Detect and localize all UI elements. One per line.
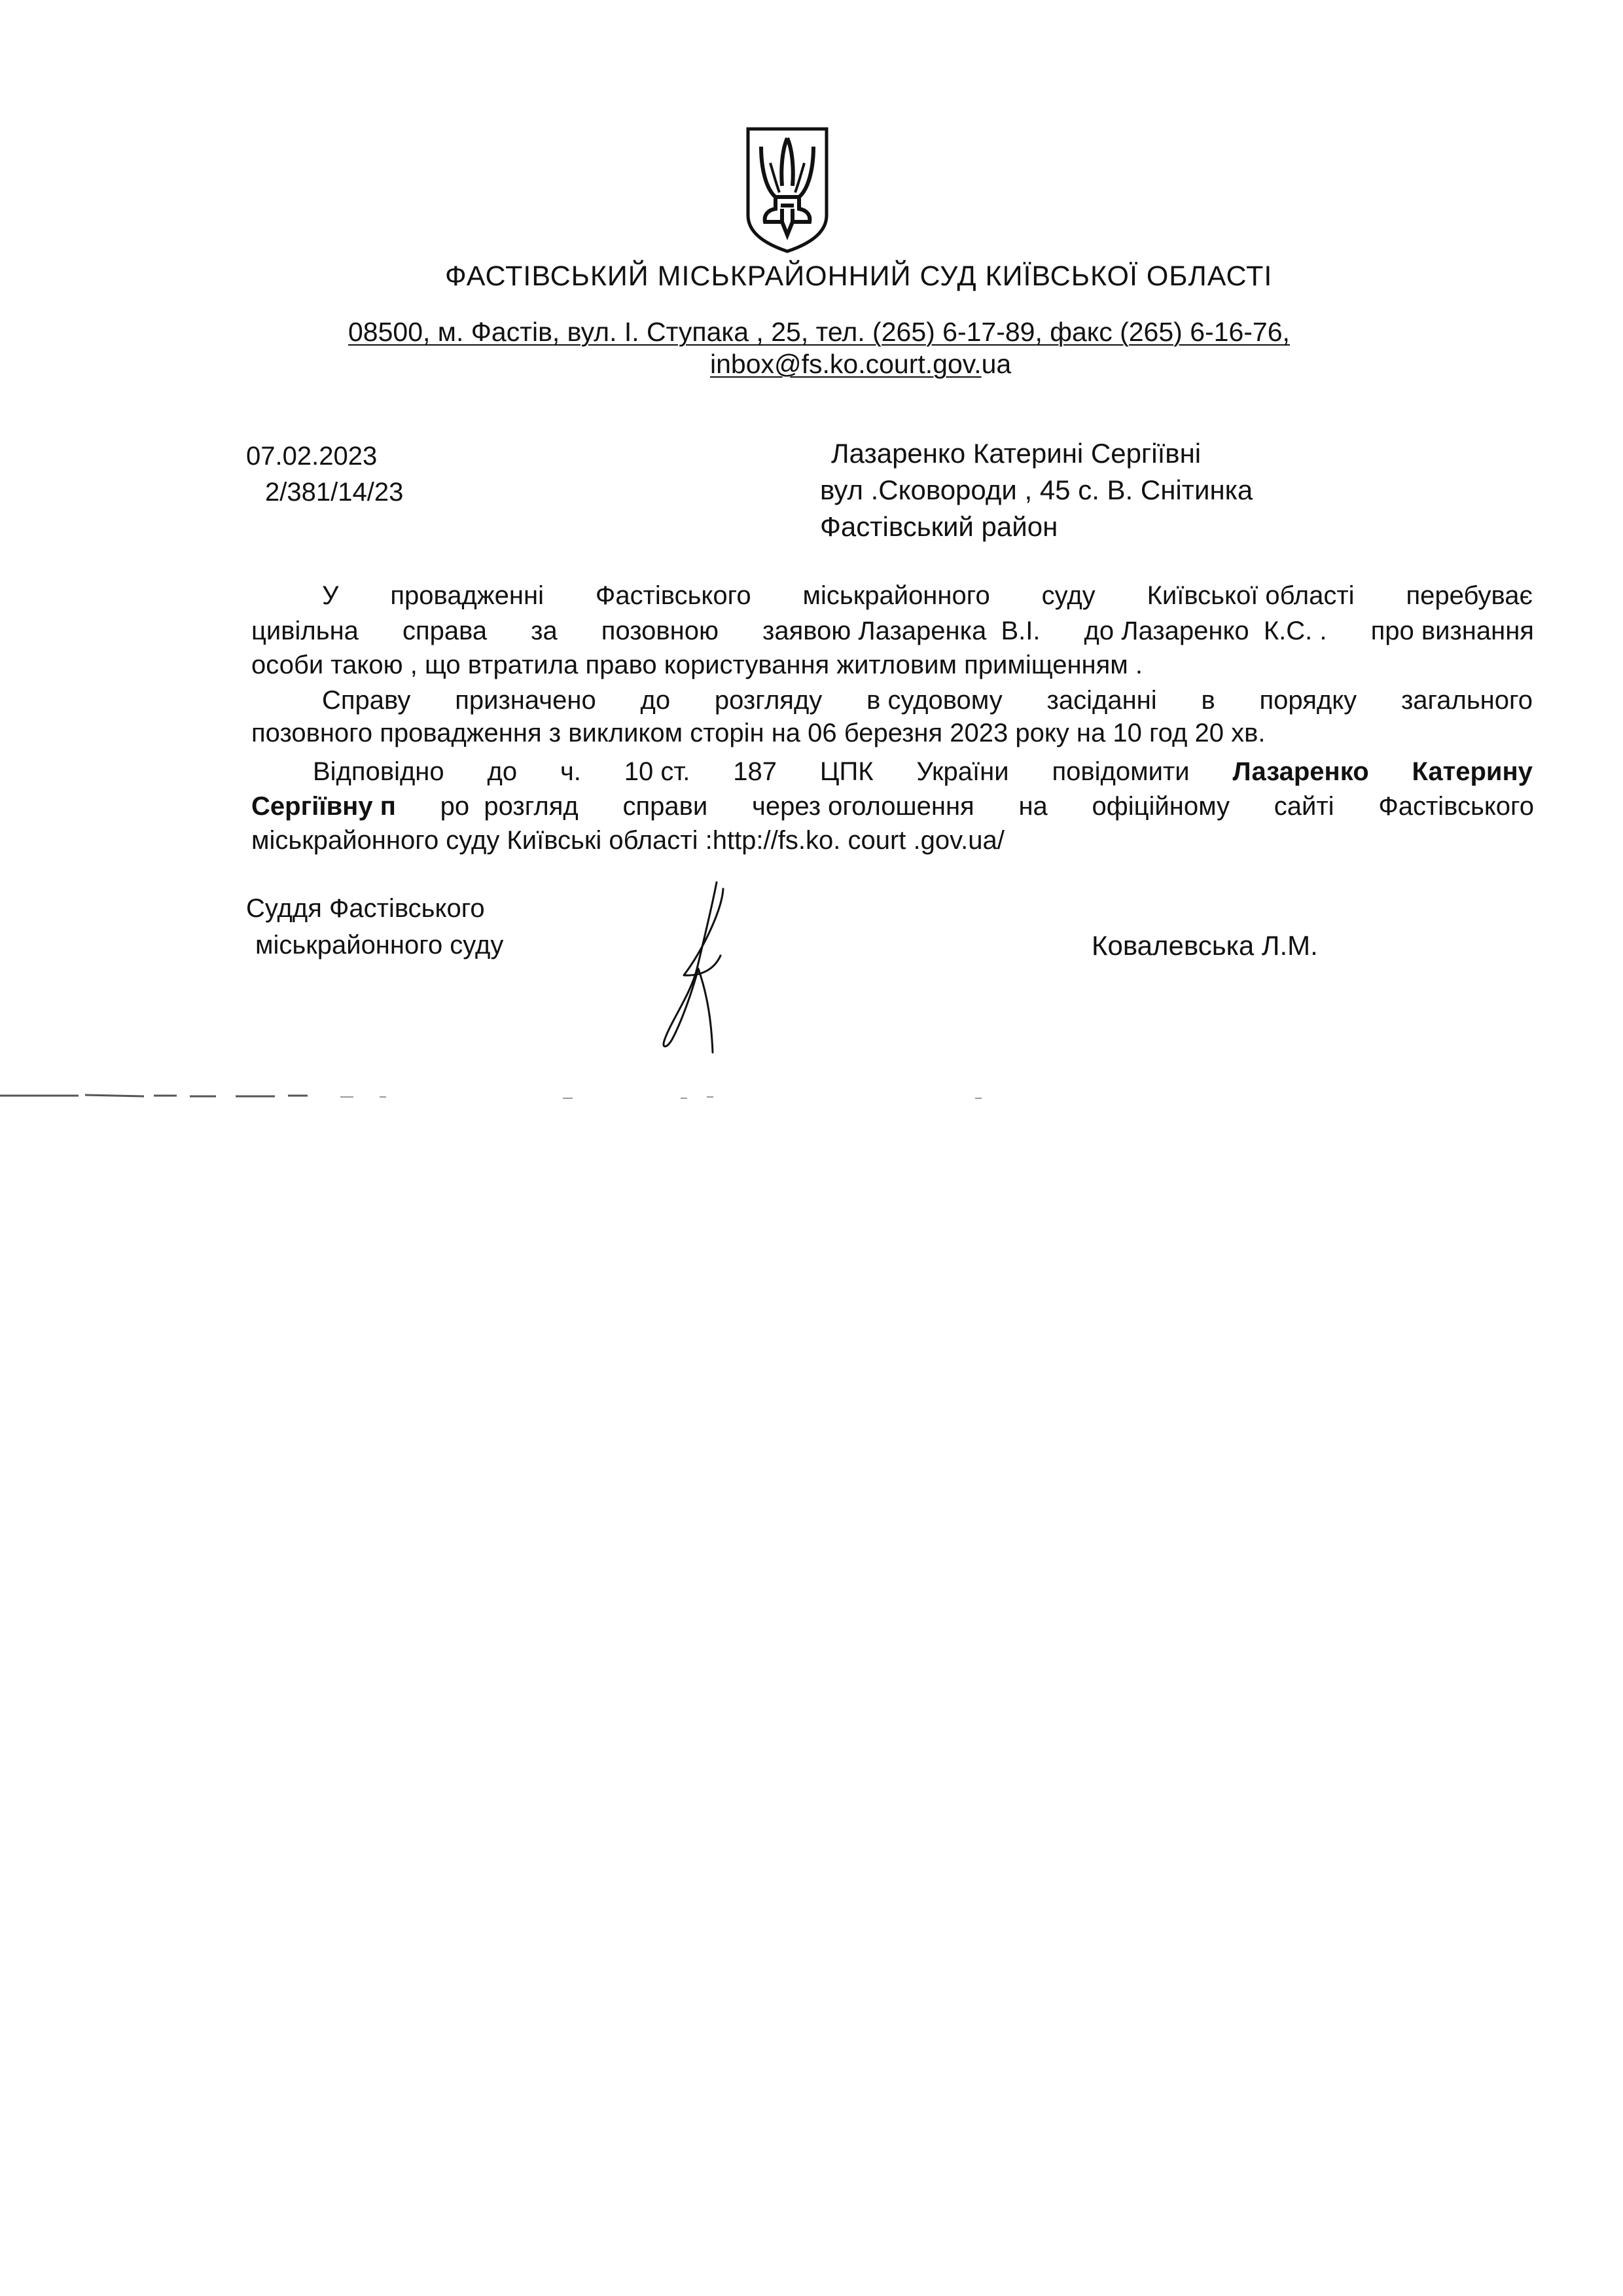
- body-p3-line3: міськрайонного суду Київські області :http://fs.ko. court .gov.ua/: [251, 826, 1005, 855]
- word: призначено: [455, 686, 596, 715]
- word: за: [531, 617, 558, 645]
- word: про визнання: [1370, 617, 1534, 645]
- court-address: 08500, м. Фастів, вул. І. Ступака , 25, тел. (265) 6-17-89, факс (265) 6-16-76,: [348, 317, 1290, 347]
- word: заявою Лазаренка В.І.: [762, 617, 1041, 645]
- word: Справу: [322, 686, 411, 715]
- letter-reference: 2/381/14/23: [265, 478, 404, 507]
- word: офіційному: [1092, 792, 1230, 821]
- body-p2-line1: [322, 686, 1533, 715]
- court-email-tail: ua: [981, 349, 1012, 379]
- word: Фастівського: [1378, 792, 1534, 821]
- body-p3-line1: [313, 757, 1533, 787]
- body-p3-line2: [251, 792, 1534, 821]
- recipient-firstname-bold: Катерину: [1412, 757, 1533, 786]
- word: ч.: [560, 757, 581, 786]
- word: в: [1201, 686, 1215, 715]
- word: ЦПК: [819, 757, 874, 786]
- recipient-district: Фастівський район: [820, 511, 1058, 542]
- word: загального: [1400, 686, 1533, 715]
- word: позовною: [601, 617, 719, 645]
- court-email-underlined: inbox@fs.ko.court.gov.: [710, 349, 982, 379]
- word: повідомити: [1052, 757, 1190, 786]
- word: справи: [622, 792, 708, 821]
- coat-of-arms-icon: [741, 124, 833, 255]
- court-email: [710, 351, 1011, 378]
- word: засіданні: [1046, 686, 1157, 715]
- judge-role-line1: Суддя Фастівського: [246, 894, 485, 923]
- scan-artifact-line: [0, 1086, 982, 1106]
- word: до: [487, 757, 518, 786]
- word: цивільна: [251, 617, 359, 645]
- word: 187: [733, 757, 777, 786]
- body-p1-line1: [322, 581, 1533, 611]
- body-p2-line2: позовного провадження з викликом сторін на 06 березня 2023 року на 10 год 20 хв.: [251, 719, 1266, 747]
- letter-date: 07.02.2023: [246, 442, 378, 471]
- recipient-patronymic-bold: Сергіївну п: [251, 792, 396, 821]
- word: Відповідно: [313, 757, 444, 786]
- word: до Лазаренко К.С. .: [1084, 617, 1327, 645]
- word: до: [640, 686, 671, 715]
- recipient-name: Лазаренко Катерині Сергіївні: [831, 438, 1202, 469]
- word: справа: [402, 617, 488, 645]
- word: ро розгляд: [440, 792, 579, 821]
- word: міськрайонного: [802, 581, 990, 610]
- judge-name: Ковалевська Л.М.: [1092, 930, 1318, 961]
- word: в судовому: [866, 686, 1003, 715]
- recipient-surname-bold: Лазаренко: [1232, 757, 1369, 786]
- body-p1-line3: особи такою , що втратила право користування житловим приміщенням .: [251, 651, 1143, 679]
- word: Фастівського: [595, 581, 751, 610]
- word: У: [322, 581, 339, 610]
- word: сайті: [1274, 792, 1334, 821]
- court-name: ФАСТІВСЬКИЙ МІСЬКРАЙОННИЙ СУД КИЇВСЬКОЇ ОБЛАСТІ: [445, 260, 1273, 292]
- word: Київської області: [1147, 581, 1355, 610]
- word: суду: [1041, 581, 1096, 610]
- handwritten-signature: [645, 877, 749, 1060]
- recipient-address: вул .Сковороди , 45 с. В. Снітинка: [820, 475, 1253, 505]
- word: на: [1018, 792, 1048, 821]
- judge-role-line2: міськрайонного суду: [255, 931, 504, 960]
- word: розгляду: [714, 686, 823, 715]
- word: провадженні: [390, 581, 544, 610]
- word: перебуває: [1406, 581, 1533, 610]
- word: через оголошення: [752, 792, 974, 821]
- word: порядку: [1259, 686, 1357, 715]
- word: 10 ст.: [624, 757, 690, 786]
- body-p1-line2: [251, 617, 1534, 646]
- word: України: [916, 757, 1009, 786]
